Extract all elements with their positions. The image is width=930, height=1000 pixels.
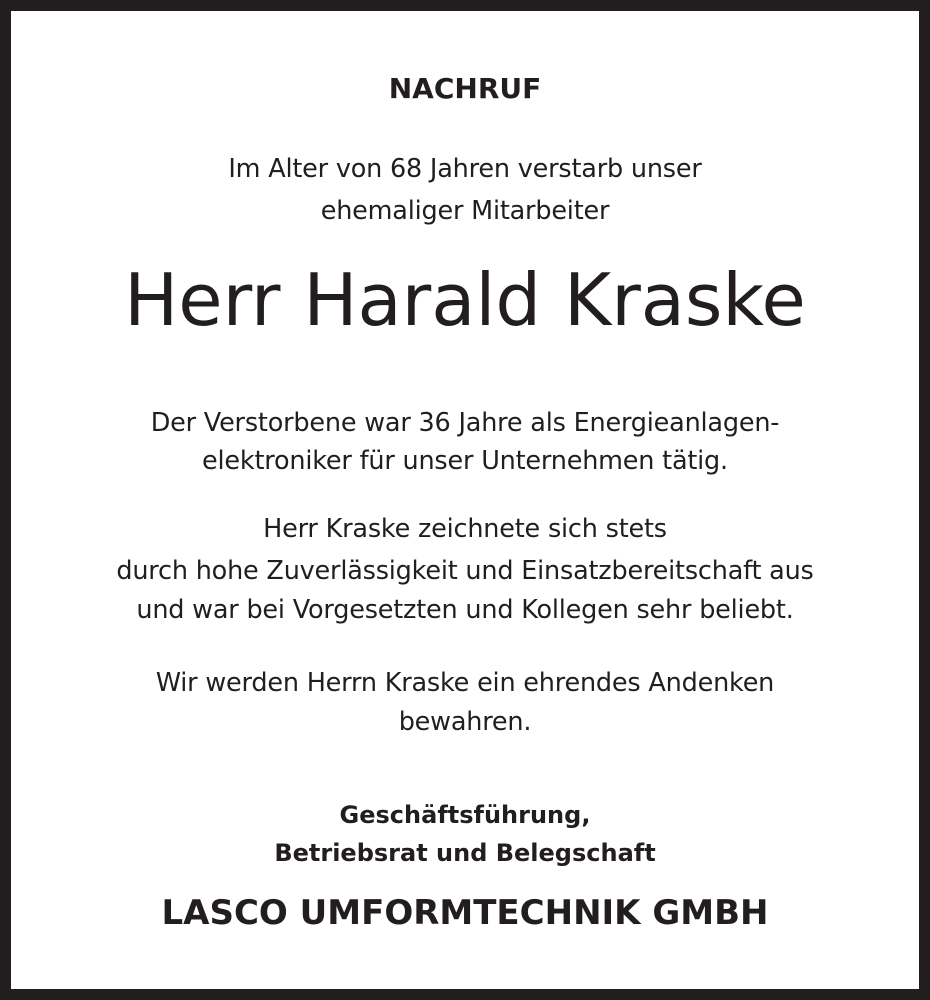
paragraph-line: und war bei Vorgesetzten und Kollegen sehr beliebt. — [136, 595, 794, 625]
paragraph-line: durch hohe Zuverlässigkeit und Einsatzbereitschaft aus — [116, 556, 814, 586]
deceased-name: Herr Harald Kraske — [124, 258, 806, 342]
paragraph-line: Der Verstorbene war 36 Jahre als Energieanlagen- — [150, 408, 780, 438]
signatory-line: Betriebsrat und Belegschaft — [274, 839, 656, 867]
company-name: LASCO UMFORMTECHNIK GMBH — [161, 893, 769, 933]
paragraph-line: Herr Kraske zeichnete sich stets — [263, 514, 667, 544]
intro-line: ehemaliger Mitarbeiter — [320, 196, 610, 226]
intro-line: Im Alter von 68 Jahren verstarb unser — [228, 154, 702, 184]
heading: NACHRUF — [388, 72, 542, 105]
paragraph-line: bewahren. — [398, 707, 532, 737]
signatory-line: Geschäftsführung, — [339, 801, 591, 829]
paragraph-line: Wir werden Herrn Kraske ein ehrendes Andenken — [155, 668, 775, 698]
paragraph-line: elektroniker für unser Unternehmen tätig. — [202, 446, 728, 476]
